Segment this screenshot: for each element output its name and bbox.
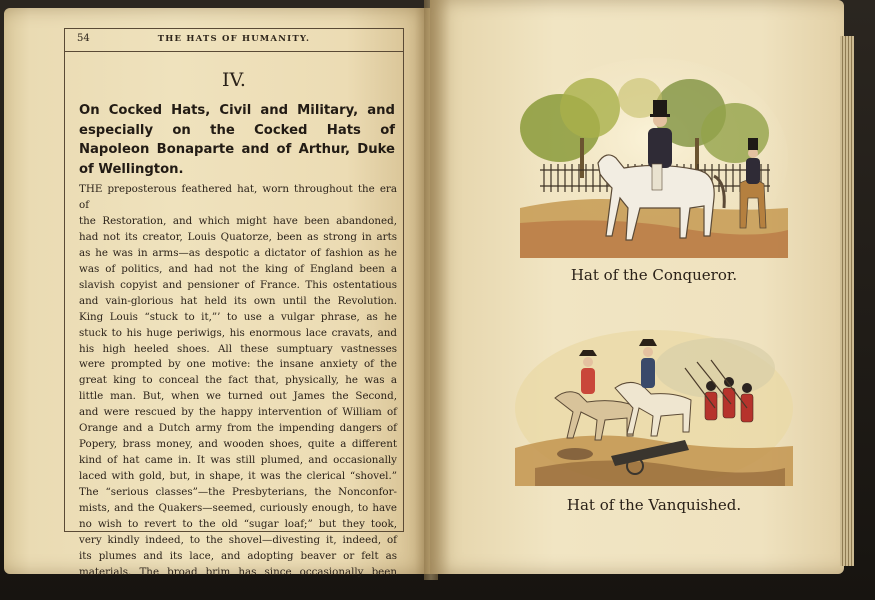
body-line: was of politics, and had not the king of England been a <box>79 262 397 275</box>
body-line: his high heeled shoes. All these sumptuary vastnesses <box>79 342 397 355</box>
body-line: Orange and a Dutch army from the impending dangers of <box>79 422 397 435</box>
body-line: no wish to revert to the old “sugar loaf;” but they took, <box>79 518 397 531</box>
body-line: materials. The broad brim has since occasionally been <box>79 565 397 578</box>
body-line: were prompted by one motive: the insane anxiety of the <box>79 358 397 371</box>
conqueror-illustration <box>520 58 788 258</box>
page-number: 54 <box>77 33 90 44</box>
running-head-title: THE HATS OF HUMANITY. <box>157 34 311 44</box>
caption-vanquished: Hat of the Vanquished. <box>566 496 742 514</box>
body-line: slavish copyist and pensioner of France. This ostentatious <box>79 278 397 291</box>
text-frame <box>64 28 404 578</box>
left-page <box>4 8 432 578</box>
body-line: had not its creator, Louis Quatorze, been as strong in arts <box>79 230 397 243</box>
body-line: mists, and the Quakers—seemed, curiously enough, to have <box>79 502 397 515</box>
body-line: the Restoration, and which might have been abandoned, <box>79 214 397 227</box>
body-line: its plumes and its lace, and adopting beaver or felt as <box>79 549 397 562</box>
body-line: great king to conceal the fact that, physically, he was a <box>79 374 397 387</box>
body-line: Popery, brass money, and wooden shoes, quite a different <box>79 438 397 451</box>
caption-conqueror: Hat of the Conqueror. <box>570 266 738 284</box>
body-line: as he was in arms—as despotic a dictator of fashion as he <box>79 246 397 259</box>
body-line: stuck to his huge periwigs, his enormous lace cravats, and <box>79 326 397 339</box>
body-line: THE preposterous feathered hat, worn throughout the era of <box>79 183 397 211</box>
body-line: The “serious classes”—the Presbyterians, the Nonconfor- <box>79 486 397 499</box>
page-edges <box>840 36 854 566</box>
running-head <box>65 29 403 52</box>
vanquished-illustration <box>515 328 793 486</box>
body-line: very kindly indeed, to the shovel—divesting it, indeed, of <box>79 533 397 546</box>
body-line: little man. But, when we turned out James the Second, <box>79 390 397 403</box>
right-page <box>430 0 844 574</box>
body-line: King Louis “stuck to it,”’ to use a vulgar phrase, as he <box>79 310 397 323</box>
chapter-body-text <box>79 182 397 581</box>
body-line: kind of hat came in. It was still plumed, and occasionally <box>79 454 397 467</box>
chapter-number: IV. <box>222 69 246 91</box>
chapter-title: On Cocked Hats, Civil and Military, and especially on the Cocked Hats of Napoleon Bonaparte and of Arthur, Duke of Wellington. <box>79 103 395 177</box>
body-line: and vain-glorious hat held its own until the Revolution. <box>79 294 397 307</box>
body-line: and were rescued by the happy intervention of William of <box>79 406 397 419</box>
body-line: laced with gold, but, in shape, it was the clerical “shovel.” <box>79 470 397 483</box>
